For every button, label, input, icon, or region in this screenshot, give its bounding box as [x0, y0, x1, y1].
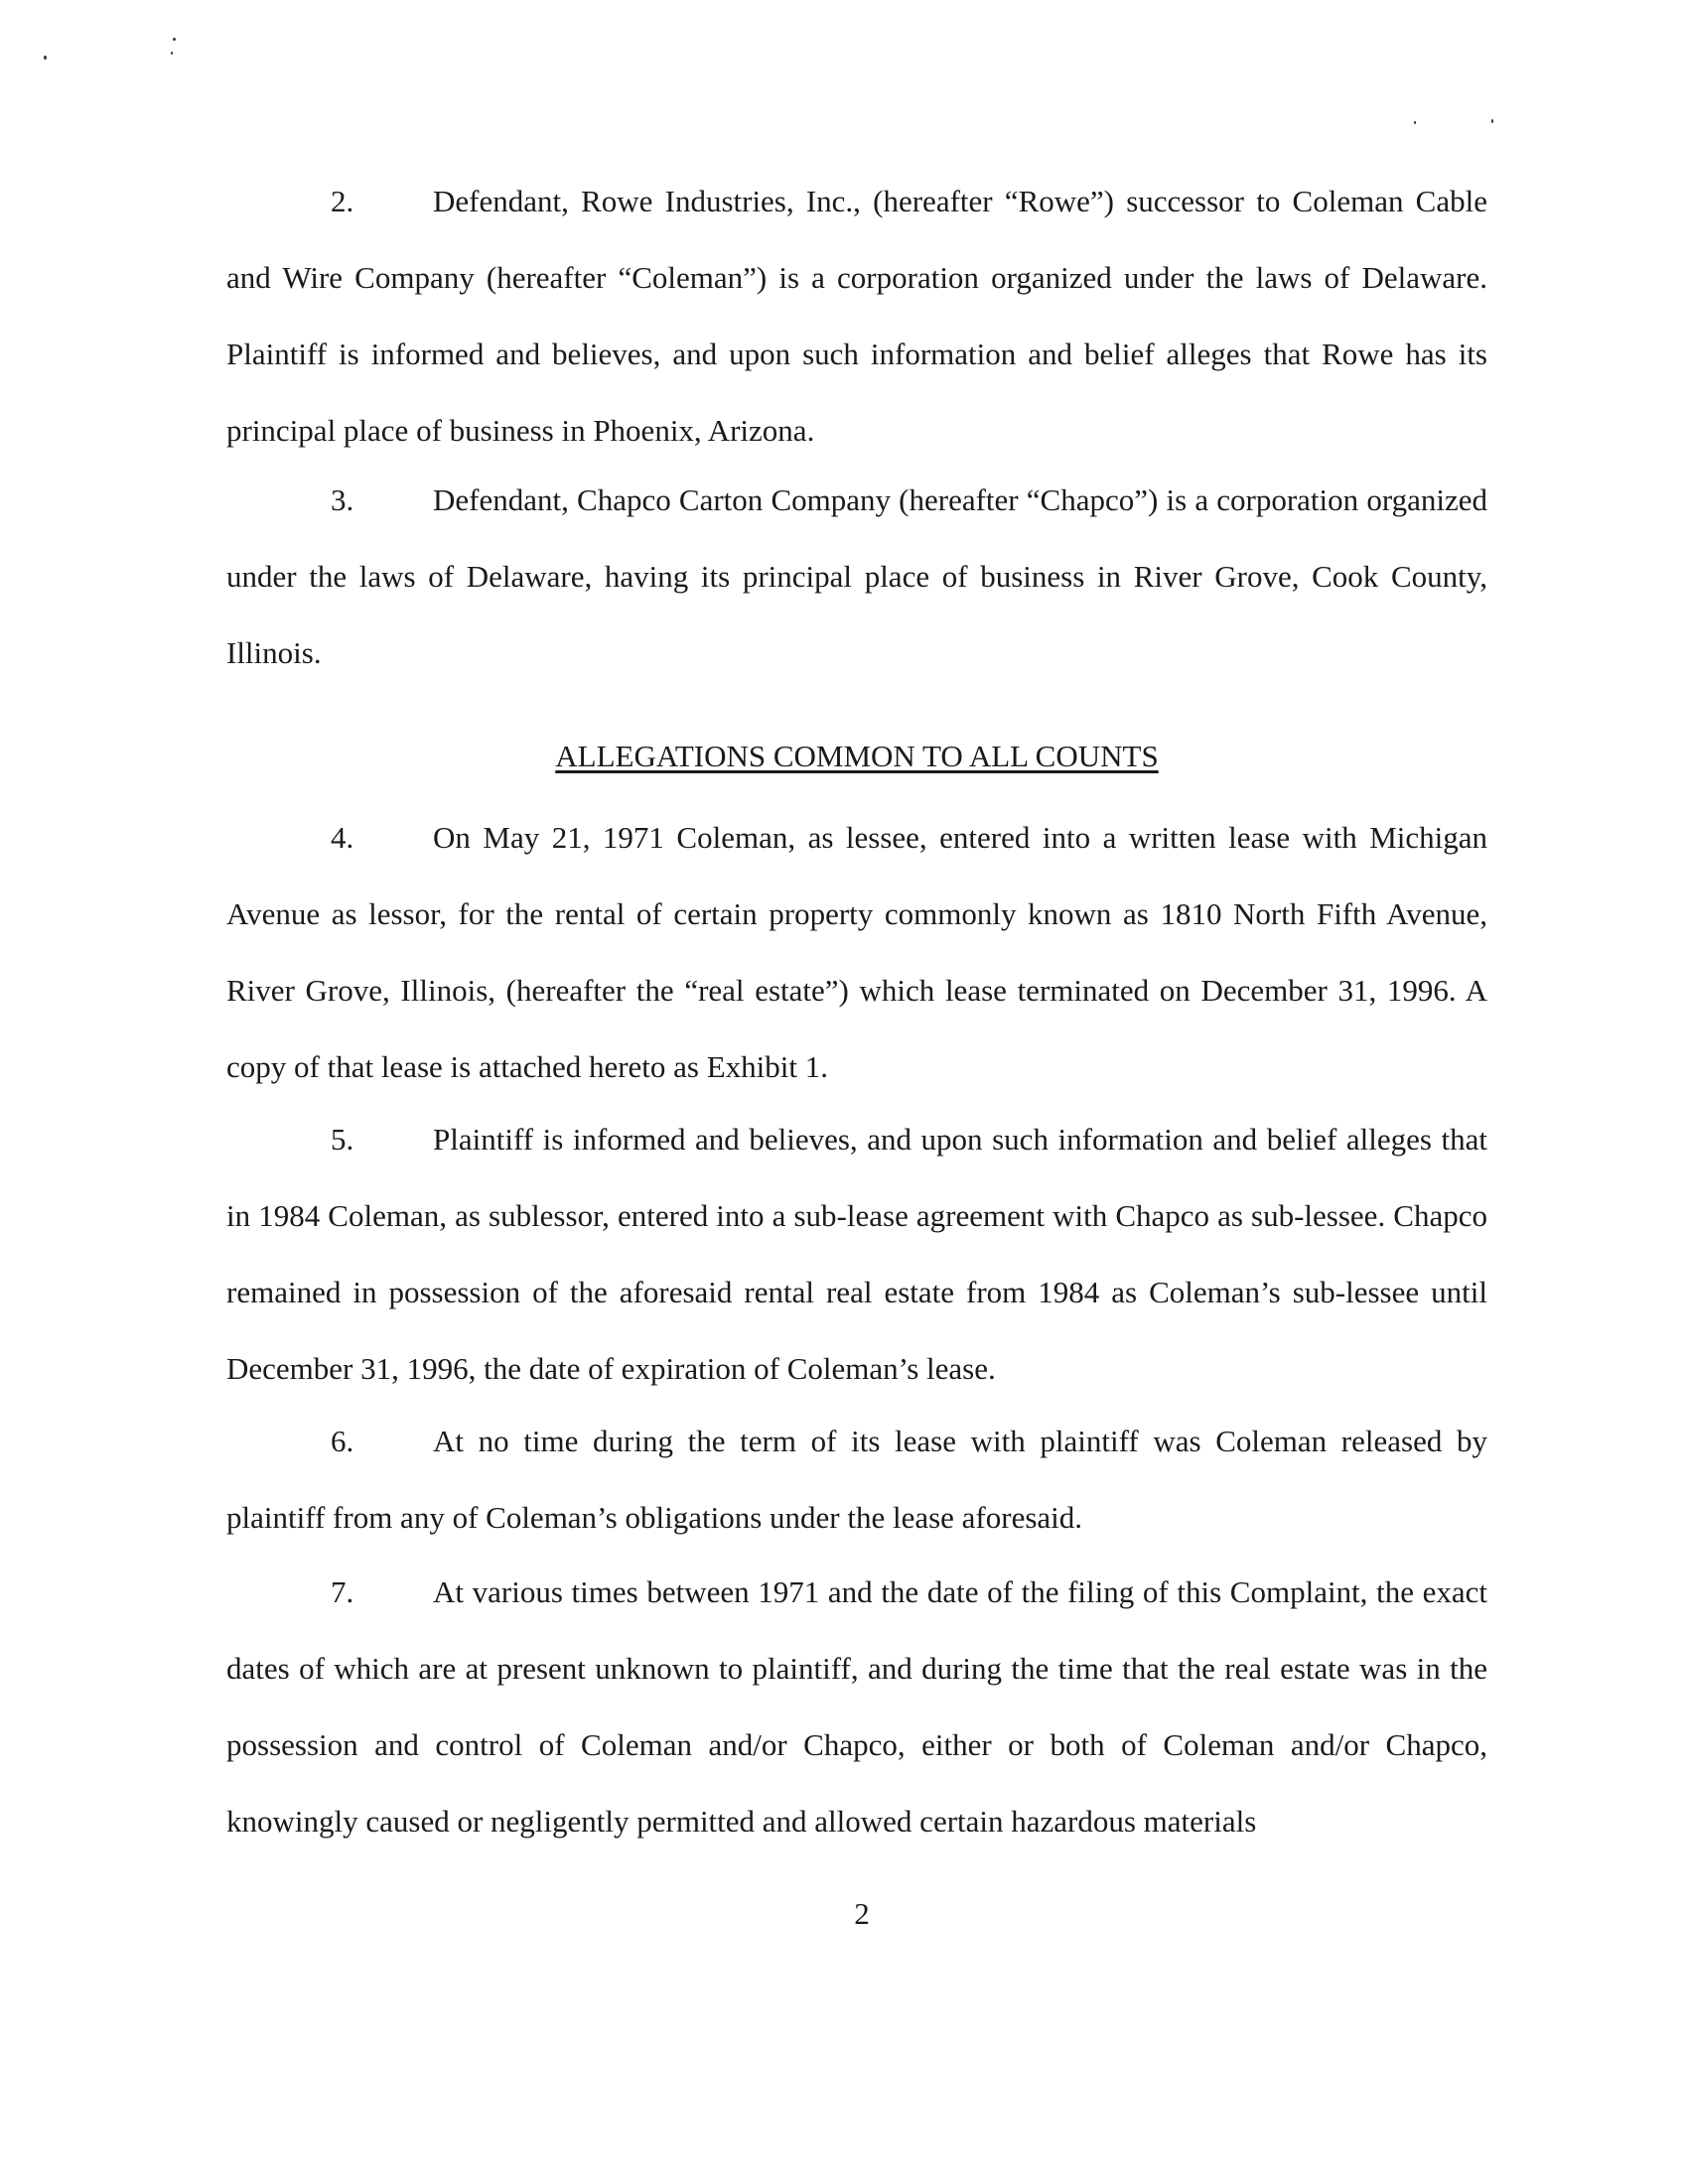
paragraph-number: 4.: [331, 820, 354, 855]
paragraph-3: [226, 462, 1487, 691]
paragraph-text: Defendant, Rowe Industries, Inc., (hereafter “Rowe”) successor to Coleman Cable and Wire Company (hereafter “Coleman”) is a corporation organized under the laws of Delaware. Plaintiff is informed and believes, and upon such information and belief alleges that Rowe has its principal place of business in Phoenix, Arizona.: [226, 184, 1487, 448]
section-heading: ALLEGATIONS COMMON TO ALL COUNTS: [555, 739, 1159, 773]
scan-speck: [1414, 121, 1416, 124]
scan-speck: [171, 52, 173, 55]
paragraph-number: 2.: [331, 184, 354, 218]
paragraph-number: 3.: [331, 482, 354, 517]
paragraph-number: 6.: [331, 1424, 354, 1458]
paragraph-number: 5.: [331, 1122, 354, 1157]
scan-speck: [173, 38, 176, 41]
paragraph-4: [226, 799, 1487, 1105]
paragraph-5: [226, 1101, 1487, 1407]
paragraph-7: [226, 1554, 1487, 1859]
paragraph-number: 7.: [331, 1574, 354, 1609]
paragraph-6: [226, 1403, 1487, 1556]
paragraph-text: Defendant, Chapco Carton Company (hereafter “Chapco”) is a corporation organized under the laws of Delaware, having its principal place of business in River Grove, Cook County, Illinois.: [226, 482, 1487, 670]
scan-speck: [44, 56, 47, 60]
paragraph-text: On May 21, 1971 Coleman, as lessee, entered into a written lease with Michigan Avenue as lessor, for the rental of certain property commonly known as 1810 North Fifth Avenue, River Grove, Illinois, (hereafter the “real estate”) which lease terminated on December 31, 1996. A copy of that lease is attached hereto as Exhibit 1.: [226, 820, 1487, 1084]
page-number: 2: [854, 1896, 870, 1931]
paragraph-text: Plaintiff is informed and believes, and upon such information and belief alleges that in 1984 Coleman, as sublessor, entered into a sub-lease agreement with Chapco as sub-lessee. Chapco remained in possession of the aforesaid rental real estate from 1984 as Coleman’s sub-lessee until December 31, 1996, the date of expiration of Coleman’s lease.: [226, 1122, 1487, 1386]
paragraph-text: At no time during the term of its lease with plaintiff was Coleman released by plaintiff from any of Coleman’s obligations under the lease aforesaid.: [226, 1424, 1487, 1535]
scan-speck: [1491, 119, 1493, 123]
paragraph-2: [226, 163, 1487, 469]
paragraph-text: At various times between 1971 and the date of the filing of this Complaint, the exact dates of which are at present unknown to plaintiff, and during the time that the real estate was in the possession and control of Coleman and/or Chapco, either or both of Coleman and/or Chapco, knowingly caused or negligently permitted and allowed certain hazardous materials: [226, 1574, 1487, 1839]
